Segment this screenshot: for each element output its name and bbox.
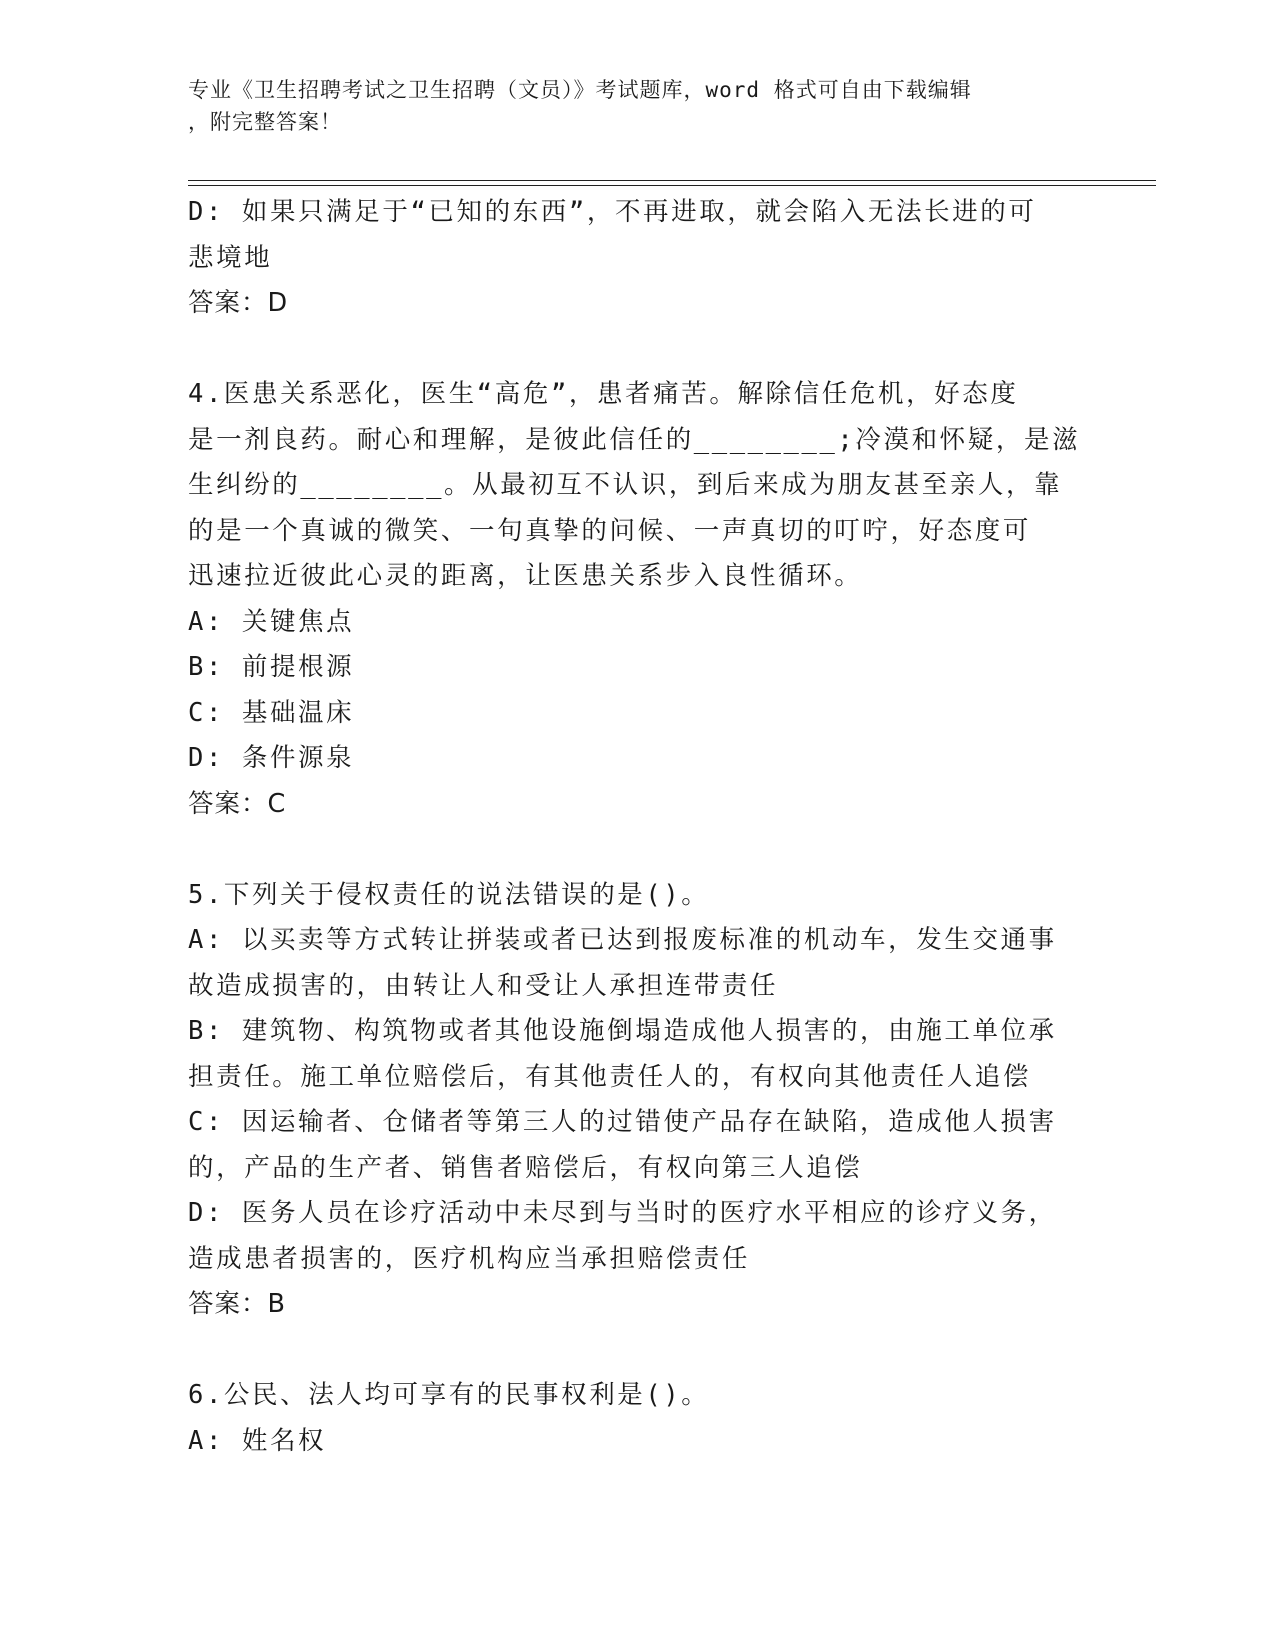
q5-option-c-line-1: C: 因运输者、仓储者等第三人的过错使产品存在缺陷，造成他人损害 [188, 1107, 1057, 1137]
page-header [188, 74, 1088, 138]
q5-option-b-line-2: 担责任。施工单位赔偿后，有其他责任人的，有权向其他责任人追偿 [188, 1061, 1032, 1092]
q5-stem: 5.下列关于侵权责任的说法错误的是()。 [188, 879, 710, 910]
header-divider-bottom [188, 185, 1156, 186]
question-content [188, 190, 1088, 1464]
question-6 [188, 1373, 1088, 1464]
q5-option-a-line-1: A: 以买卖等方式转让拼装或者已达到报废标准的机动车，发生交通事 [188, 925, 1057, 955]
q4-option-a: A: 关键焦点 [188, 606, 355, 637]
header-divider-top [188, 180, 1156, 181]
q4-option-d: D: 条件源泉 [188, 743, 355, 773]
question-5 [188, 873, 1088, 1328]
header-line-2: ，附完整答案！ [188, 110, 342, 134]
q4-answer: 答案：C [188, 788, 287, 819]
q5-option-d-line-1: D: 医务人员在诊疗活动中未尽到与当时的医疗水平相应的诊疗义务， [188, 1198, 1057, 1228]
q5-option-c-line-2: 的，产品的生产者、销售者赔偿后，有权向第三人追偿 [188, 1152, 863, 1183]
q5-option-a-line-2: 故造成损害的，由转让人和受让人承担连带责任 [188, 970, 779, 1001]
q5-option-b-line-1: B: 建筑物、构筑物或者其他设施倒塌造成他人损害的，由施工单位承 [188, 1016, 1057, 1046]
spacer [188, 827, 1088, 873]
q4-stem-line-3: 生纠纷的________。从最初互不认识，到后来成为朋友甚至亲人，靠 [188, 470, 1063, 500]
q4-stem-line-1: 4.医患关系恶化，医生“高危”，患者痛苦。解除信任危机，好态度 [188, 379, 1019, 409]
header-line-1: 专业《卫生招聘考试之卫生招聘（文员）》考试题库，word 格式可自由下载编辑 [188, 78, 972, 102]
q4-option-c: C: 基础温床 [188, 697, 355, 728]
q6-option-a: A: 姓名权 [188, 1425, 327, 1456]
q3-option-d-line-2: 悲境地 [188, 242, 273, 273]
q4-stem-line-4: 的是一个真诚的微笑、一句真挚的问候、一声真切的叮咛，好态度可 [188, 515, 1032, 546]
q4-option-b: B: 前提根源 [188, 652, 355, 682]
q5-answer: 答案：B [188, 1289, 286, 1319]
spacer [188, 327, 1088, 373]
q4-stem-line-2: 是一剂良药。耐心和理解，是彼此信任的________;冷漠和怀疑，是滋 [188, 424, 1081, 455]
question-3-tail [188, 190, 1088, 327]
q5-option-d-line-2: 造成患者损害的，医疗机构应当承担赔偿责任 [188, 1243, 751, 1274]
question-4 [188, 372, 1088, 827]
q4-stem-line-5: 迅速拉近彼此心灵的距离，让医患关系步入良性循环。 [188, 561, 863, 591]
spacer [188, 1328, 1088, 1374]
q3-option-d-line-1: D: 如果只满足于“已知的东西”，不再进取，就会陷入无法长进的可 [188, 197, 1037, 227]
q3-answer: 答案：D [188, 288, 289, 318]
q6-stem: 6.公民、法人均可享有的民事权利是()。 [188, 1380, 710, 1410]
